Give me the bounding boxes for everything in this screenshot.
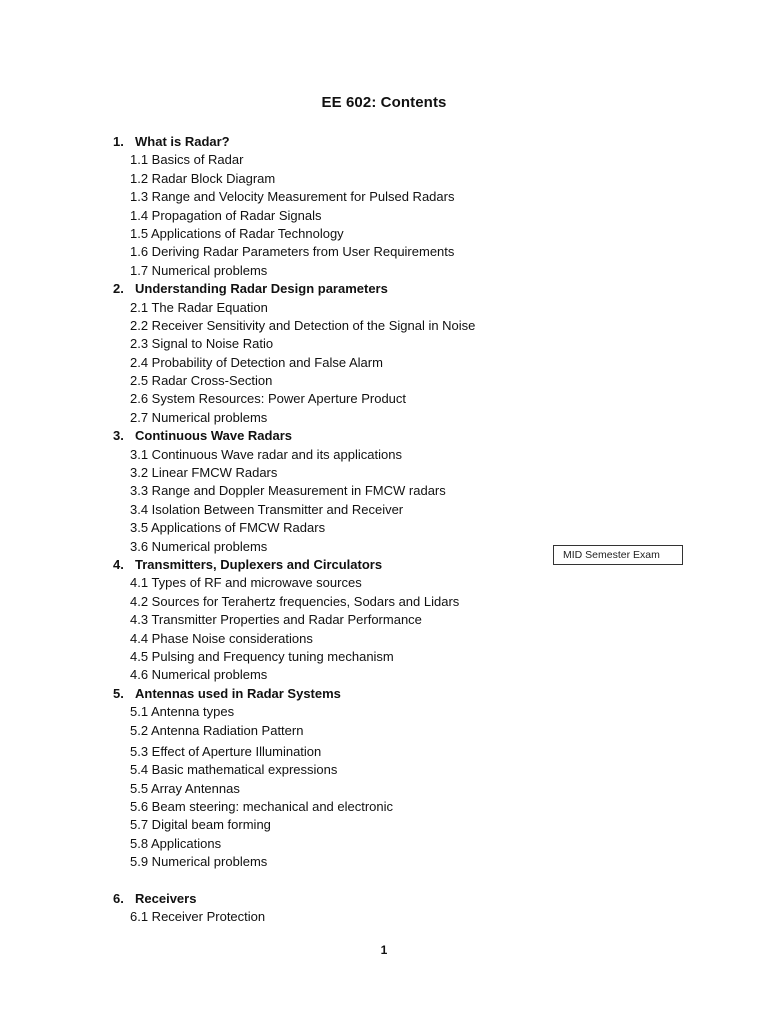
subsection-item: 2.5 Radar Cross-Section <box>130 373 273 389</box>
section-number: 1. <box>113 134 124 149</box>
subsection-item: 5.5 Array Antennas <box>130 780 240 796</box>
section-heading <box>113 556 613 574</box>
subsection-item: 2.4 Probability of Detection and False Alarm <box>130 354 383 370</box>
section-title: Understanding Radar Design parameters <box>135 281 388 297</box>
section-number: 2. <box>113 281 124 297</box>
section-title: Receivers <box>135 890 197 906</box>
table-of-contents <box>113 133 613 926</box>
subsection-item: 3.2 Linear FMCW Radars <box>130 465 278 481</box>
subsection-item: 1.6 Deriving Radar Parameters from User Requirements <box>130 244 455 260</box>
subsection-item: 3.6 Numerical problems <box>130 538 268 554</box>
subsection-item: 5.2 Antenna Radiation Pattern <box>130 722 304 738</box>
subsection-item: 3.3 Range and Doppler Measurement in FMCW radars <box>130 483 446 499</box>
subsection-item: 2.7 Numerical problems <box>130 409 268 425</box>
subsection-item: 4.3 Transmitter Properties and Radar Performance <box>130 612 422 628</box>
section-title: Continuous Wave Radars <box>135 428 292 444</box>
section-heading <box>113 280 613 298</box>
subsection-item: 1.4 Propagation of Radar Signals <box>130 207 322 223</box>
subsection-item: 1.1 Basics of Radar <box>130 152 244 168</box>
subsection-item: 5.8 Applications <box>130 835 222 851</box>
subsection-item: 5.3 Effect of Aperture Illumination <box>130 743 322 759</box>
section-title: What is Radar? <box>135 134 230 149</box>
section-heading <box>113 133 613 151</box>
subsection-item: 2.1 The Radar Equation <box>130 299 268 315</box>
subsection-item: 3.5 Applications of FMCW Radars <box>130 520 326 536</box>
subsection-item: 1.2 Radar Block Diagram <box>130 170 276 186</box>
section-heading <box>113 427 613 445</box>
subsection-item: 6.1 Receiver Protection <box>130 909 266 925</box>
section-heading <box>113 685 613 703</box>
subsection-item: 3.4 Isolation Between Transmitter and Receiver <box>130 501 404 517</box>
section-heading <box>113 890 613 908</box>
subsection-item: 2.2 Receiver Sensitivity and Detection of the Signal in Noise <box>130 317 476 333</box>
section-number: 3. <box>113 428 124 444</box>
subsection-item: 1.7 Numerical problems <box>130 262 268 278</box>
spacer <box>113 872 613 890</box>
subsection-item: 4.1 Types of RF and microwave sources <box>130 575 362 591</box>
subsection-item: 5.4 Basic mathematical expressions <box>130 762 338 778</box>
subsection-item: 4.6 Numerical problems <box>130 667 268 683</box>
page-title: EE 602: Contents <box>321 94 447 111</box>
subsection-item: 3.1 Continuous Wave radar and its applications <box>130 446 402 462</box>
section-title: Transmitters, Duplexers and Circulators <box>135 556 383 572</box>
page-number: 1 <box>380 943 388 957</box>
section-number: 5. <box>113 685 124 701</box>
subsection-item: 4.4 Phase Noise considerations <box>130 630 313 646</box>
subsection-item: 5.6 Beam steering: mechanical and electronic <box>130 799 394 815</box>
section-number: 4. <box>113 556 124 572</box>
subsection-item: 1.3 Range and Velocity Measurement for Pulsed Radars <box>130 189 455 205</box>
subsection-item: 2.3 Signal to Noise Ratio <box>130 336 274 352</box>
subsection-item: 5.9 Numerical problems <box>130 854 268 870</box>
subsection-item: 5.7 Digital beam forming <box>130 817 271 833</box>
section-title: Antennas used in Radar Systems <box>135 685 341 701</box>
subsection-item: 4.2 Sources for Terahertz frequencies, Sodars and Lidars <box>130 593 460 609</box>
subsection-item: 4.5 Pulsing and Frequency tuning mechanism <box>130 648 394 664</box>
subsection-item: 1.5 Applications of Radar Technology <box>130 225 344 241</box>
comment-text: MID Semester Exam <box>563 549 660 561</box>
section-number: 6. <box>113 890 124 906</box>
subsection-item: 2.6 System Resources: Power Aperture Product <box>130 391 407 407</box>
subsection-item: 5.1 Antenna types <box>130 704 235 720</box>
